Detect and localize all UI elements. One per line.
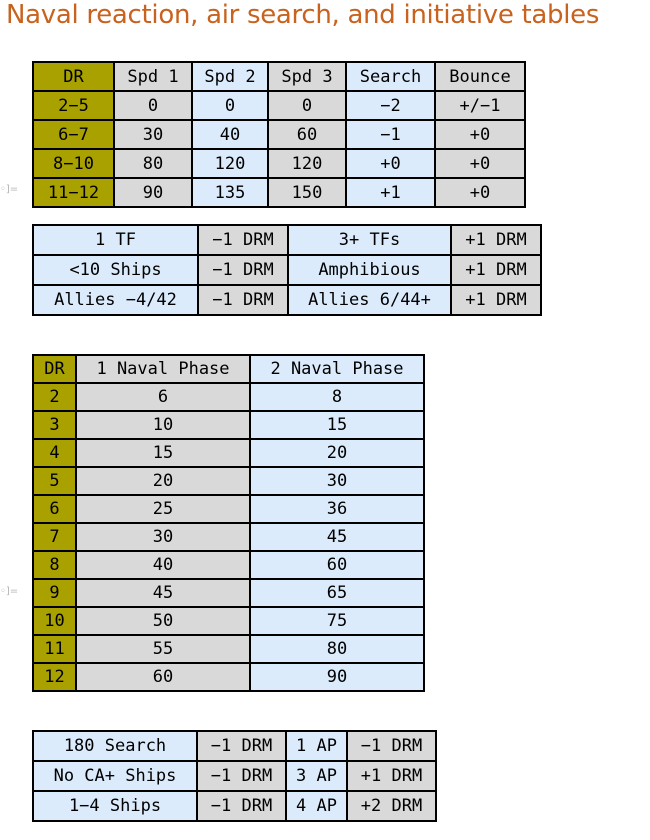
header-2-naval-phase: 2 Naval Phase	[250, 355, 424, 383]
table-row	[33, 791, 436, 821]
modifier-drm: +1 DRM	[451, 255, 541, 285]
header-spd2: Spd 2	[192, 62, 268, 91]
table-row	[33, 120, 525, 149]
table-cell: 30	[250, 467, 424, 495]
table-row	[33, 439, 424, 467]
modifier-drm: −1 DRM	[197, 791, 286, 821]
table-cell: 0	[114, 91, 192, 120]
modifier-label: 1 AP	[286, 731, 347, 761]
header-dr: DR	[33, 355, 76, 383]
modifier-label: Allies −4/42	[33, 285, 198, 315]
table-row	[33, 285, 541, 315]
header-search: Search	[346, 62, 435, 91]
dr-cell: 5	[33, 467, 76, 495]
dr-cell: 11	[33, 635, 76, 663]
table-cell: 60	[250, 551, 424, 579]
table-cell: 150	[268, 178, 346, 207]
dr-cell: 4	[33, 439, 76, 467]
table-cell: +0	[435, 120, 525, 149]
table-cell: 20	[76, 467, 250, 495]
table-row	[33, 731, 436, 761]
output-cell-marker[interactable]: ◦]=	[0, 184, 19, 195]
dr-cell: 8−10	[33, 149, 114, 178]
table-cell: 60	[76, 663, 250, 691]
table-row	[33, 551, 424, 579]
table-cell: 120	[268, 149, 346, 178]
table-row	[33, 178, 525, 207]
table-cell: +1	[346, 178, 435, 207]
modifier-label: 180 Search	[33, 731, 197, 761]
table-cell: −1	[346, 120, 435, 149]
dr-cell: 12	[33, 663, 76, 691]
table-row	[33, 255, 541, 285]
table-cell: 80	[114, 149, 192, 178]
table-cell: 6	[76, 383, 250, 411]
dr-cell: 9	[33, 579, 76, 607]
table-header-row	[33, 355, 424, 383]
header-bounce: Bounce	[435, 62, 525, 91]
dr-cell: 7	[33, 523, 76, 551]
dr-cell: 11−12	[33, 178, 114, 207]
table-row	[33, 383, 424, 411]
header-spd1: Spd 1	[114, 62, 192, 91]
table-cell: 40	[76, 551, 250, 579]
table-row	[33, 663, 424, 691]
table-row	[33, 467, 424, 495]
table-cell: +0	[346, 149, 435, 178]
table-row	[33, 761, 436, 791]
initiative-modifiers-table	[32, 730, 437, 822]
table-cell: 45	[76, 579, 250, 607]
table-cell: 90	[114, 178, 192, 207]
header-spd3: Spd 3	[268, 62, 346, 91]
table-cell: 10	[76, 411, 250, 439]
modifier-label: 1−4 Ships	[33, 791, 197, 821]
table-row	[33, 149, 525, 178]
table-row	[33, 495, 424, 523]
table-row	[33, 411, 424, 439]
modifier-drm: +2 DRM	[347, 791, 436, 821]
dr-cell: 2−5	[33, 91, 114, 120]
table-row	[33, 91, 525, 120]
dr-cell: 6−7	[33, 120, 114, 149]
header-dr: DR	[33, 62, 114, 91]
dr-cell: 2	[33, 383, 76, 411]
table-cell: 75	[250, 607, 424, 635]
modifier-drm: −1 DRM	[347, 731, 436, 761]
table-header-row	[33, 62, 525, 91]
table-cell: 0	[192, 91, 268, 120]
modifier-drm: −1 DRM	[198, 255, 288, 285]
initiative-table	[32, 354, 425, 692]
table-cell: 65	[250, 579, 424, 607]
modifier-label: 1 TF	[33, 225, 198, 255]
table-cell: +0	[435, 149, 525, 178]
output-cell-marker[interactable]: ◦]=	[0, 586, 19, 597]
table-cell: 135	[192, 178, 268, 207]
table-cell: 8	[250, 383, 424, 411]
table-cell: 36	[250, 495, 424, 523]
table-cell: 20	[250, 439, 424, 467]
header-1-naval-phase: 1 Naval Phase	[76, 355, 250, 383]
modifier-label: 4 AP	[286, 791, 347, 821]
table-row	[33, 523, 424, 551]
table-cell: 15	[250, 411, 424, 439]
table-row	[33, 607, 424, 635]
modifier-label: Amphibious	[288, 255, 451, 285]
table-cell: 40	[192, 120, 268, 149]
table-cell: 30	[76, 523, 250, 551]
table-cell: 90	[250, 663, 424, 691]
table-cell: 30	[114, 120, 192, 149]
modifier-label: 3 AP	[286, 761, 347, 791]
modifier-label: 3+ TFs	[288, 225, 451, 255]
table-row	[33, 225, 541, 255]
table-cell: 50	[76, 607, 250, 635]
table-row	[33, 579, 424, 607]
reaction-modifiers-table	[32, 224, 542, 316]
table-cell: 0	[268, 91, 346, 120]
dr-cell: 8	[33, 551, 76, 579]
table-cell: 60	[268, 120, 346, 149]
table-cell: 55	[76, 635, 250, 663]
table-cell: −2	[346, 91, 435, 120]
table-cell: 15	[76, 439, 250, 467]
page-title: Naval reaction, air search, and initiative tables	[6, 0, 600, 30]
modifier-label: <10 Ships	[33, 255, 198, 285]
table-cell: 45	[250, 523, 424, 551]
table-row	[33, 635, 424, 663]
dr-cell: 3	[33, 411, 76, 439]
modifier-drm: −1 DRM	[198, 285, 288, 315]
dr-cell: 6	[33, 495, 76, 523]
table-cell: 25	[76, 495, 250, 523]
naval-reaction-table	[32, 61, 526, 208]
table-cell: 80	[250, 635, 424, 663]
modifier-drm: +1 DRM	[451, 225, 541, 255]
modifier-drm: +1 DRM	[347, 761, 436, 791]
modifier-drm: −1 DRM	[198, 225, 288, 255]
table-cell: 120	[192, 149, 268, 178]
modifier-drm: −1 DRM	[197, 731, 286, 761]
dr-cell: 10	[33, 607, 76, 635]
table-cell: +/−1	[435, 91, 525, 120]
table-cell: +0	[435, 178, 525, 207]
modifier-label: Allies 6/44+	[288, 285, 451, 315]
modifier-label: No CA+ Ships	[33, 761, 197, 791]
modifier-drm: +1 DRM	[451, 285, 541, 315]
modifier-drm: −1 DRM	[197, 761, 286, 791]
